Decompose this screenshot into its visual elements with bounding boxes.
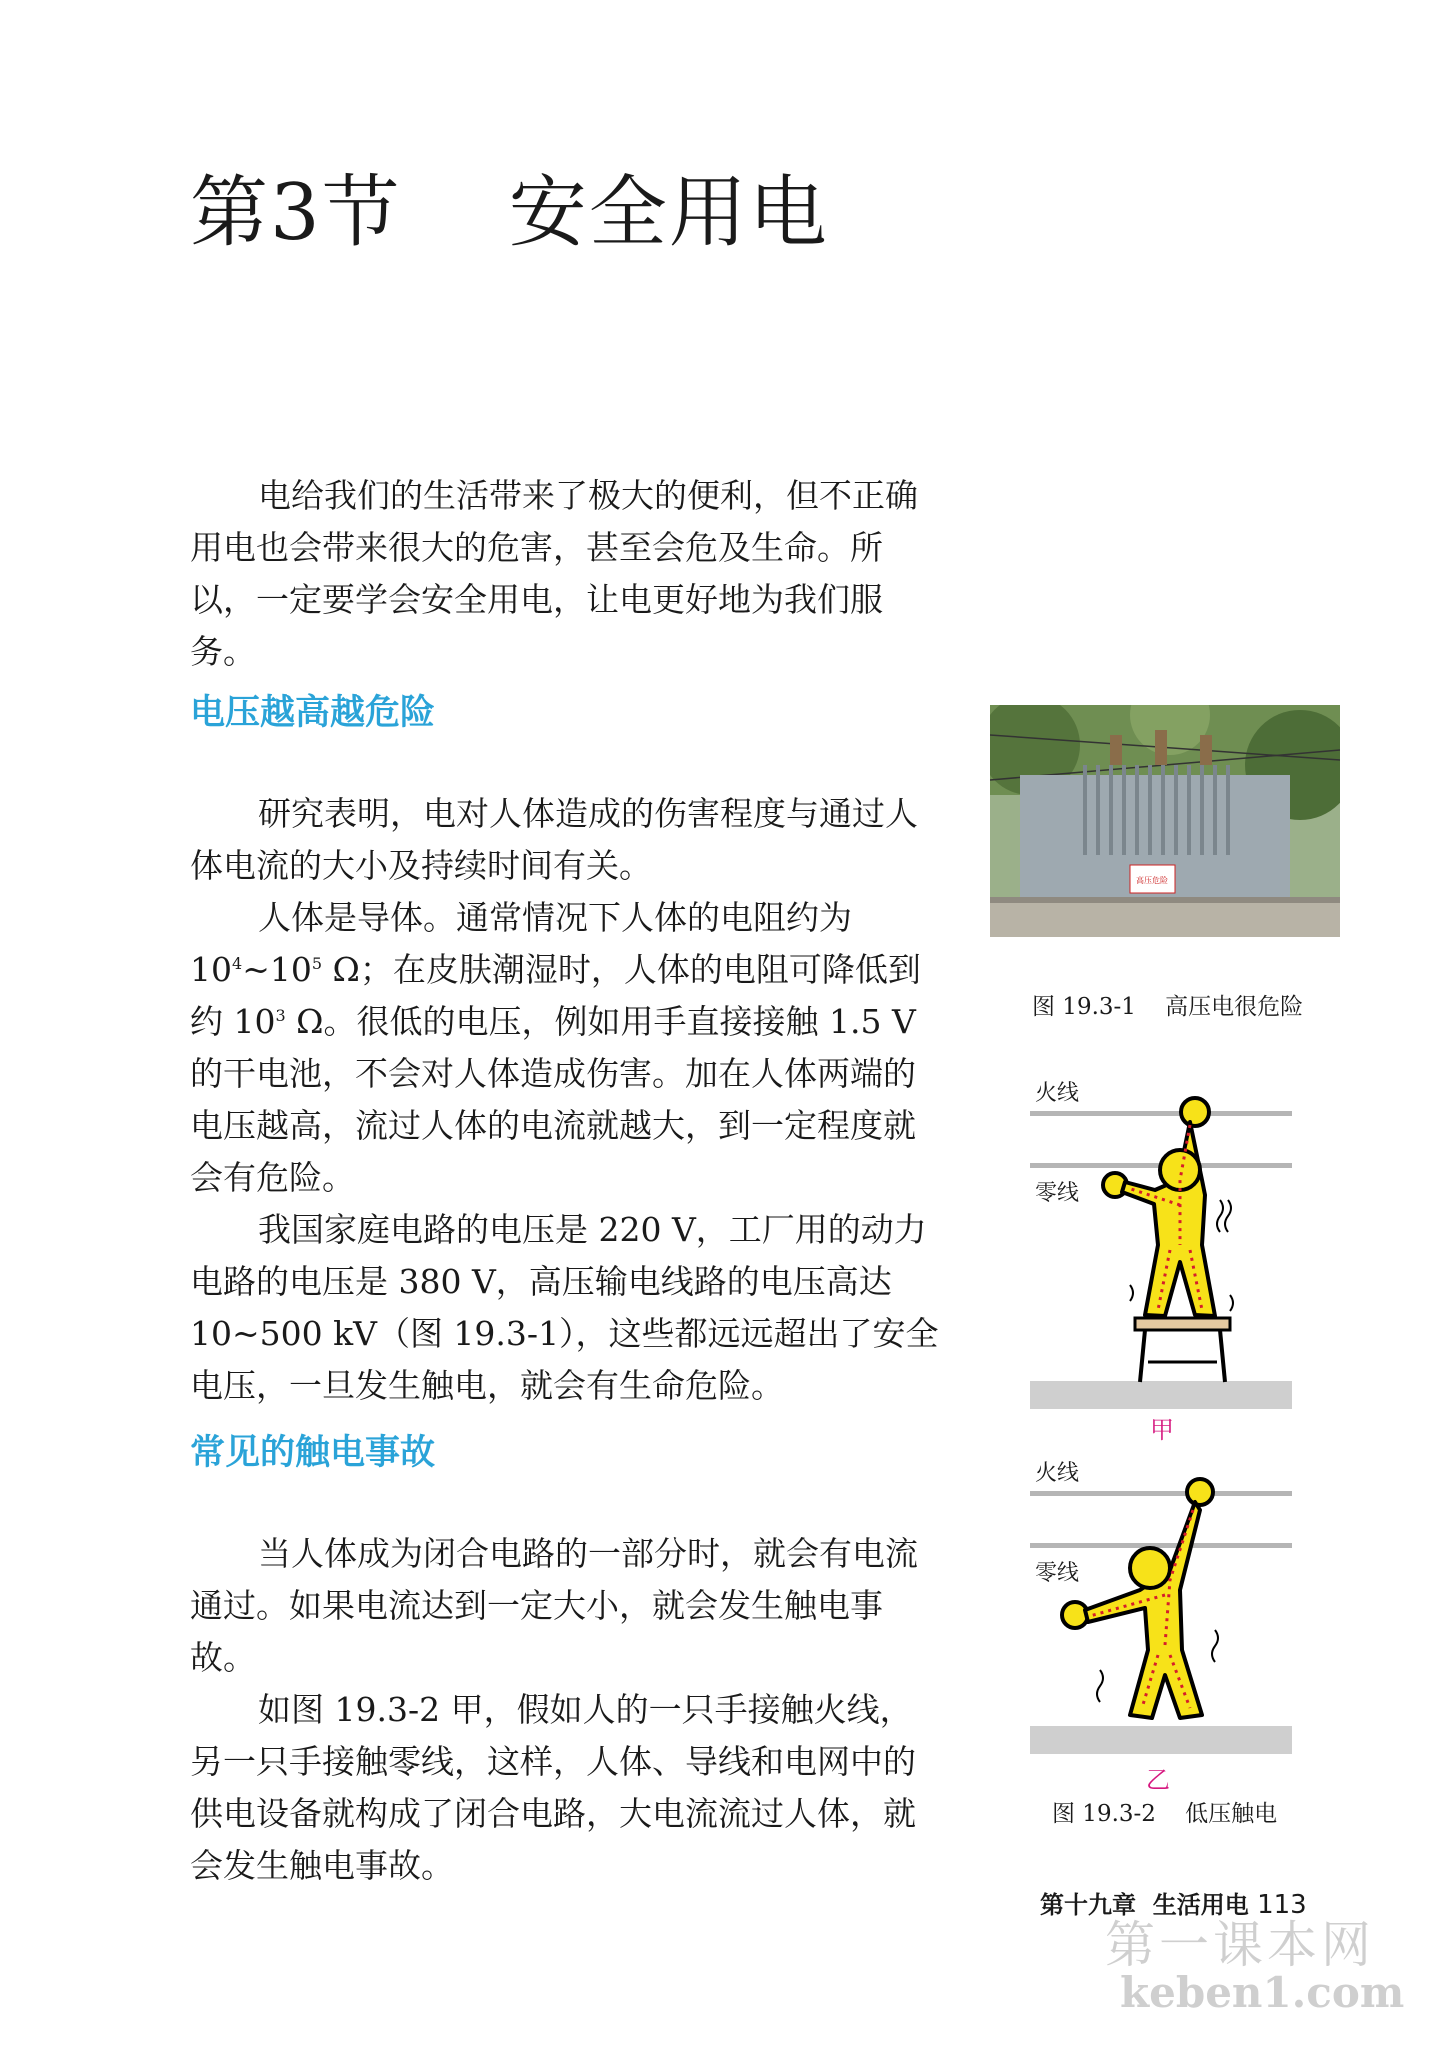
p2-sup-3: 3 — [275, 1006, 286, 1025]
heading-common-accidents: 常见的触电事故 — [190, 1433, 436, 1473]
intro-text: 电给我们的生活带来了极大的便利，但不正确用电也会带来很大的危害，甚至会危及生命。所以，一定要学会安全用电，让电更好地为我们服务。 — [190, 476, 918, 671]
figure1-caption: 图 19.3-1 高压电很危险 — [1032, 994, 1304, 1020]
figure2-a — [1030, 1070, 1292, 1444]
section1-paragraph-1: 研究表明，电对人体造成的伤害程度与通过人体电流的大小及持续时间有关。 — [190, 794, 918, 885]
neutral-wire-label-a: 零线 — [1035, 1181, 1080, 1206]
figure2-b — [1030, 1450, 1292, 1794]
transformer-photo — [990, 705, 1340, 937]
p2-sup-1: 4 — [232, 954, 243, 973]
p2-text-b: ~10 — [242, 950, 312, 989]
section2-body — [190, 1528, 940, 1892]
electric-shock-illustration-a — [1030, 1070, 1292, 1410]
section2-paragraph-2: 如图 19.3-2 甲，假如人的一只手接触火线，另一只手接触零线，这样，人体、导线和电网中的供电设备就构成了闭合电路，大电流流过人体，就会发生触电事故。 — [190, 1690, 916, 1885]
figure2-caption: 图 19.3-2 低压触电 — [1052, 1801, 1278, 1827]
page-number: 113 — [1257, 1890, 1307, 1920]
watermark-url: keben1.com — [1120, 1968, 1405, 2017]
p2-text-a: 人体是导体。通常情况下人体的电阻约为 10 — [190, 898, 852, 989]
p2-text-d: Ω。很低的电压，例如用手直接接触 1.5 V 的干电池，不会对人体造成伤害。加在人体两端的电压越高，流过人体的电流就越大，到一定程度就会有危险。 — [190, 1002, 916, 1197]
section-title: 第3节 安全用电 — [190, 168, 829, 258]
p2-text-c: Ω；在皮肤潮湿时，人体的电阻可降低到约 10 — [190, 950, 921, 1041]
section1-paragraph-3: 我国家庭电路的电压是 220 V，工厂用的动力电路的电压是 380 V，高压输电线路的电压高达 10~500 kV（图 19.3-1），这些都远远超出了安全电压，一旦发生触电，就会有生命危险。 — [190, 1210, 939, 1405]
section1-body — [190, 788, 940, 1412]
live-wire-label-a: 火线 — [1035, 1081, 1080, 1106]
figure2-label-b: 乙 — [1146, 1766, 1170, 1794]
p2-sup-2: 5 — [311, 954, 323, 973]
figure2-label-a: 甲 — [1150, 1416, 1174, 1444]
heading-voltage-danger: 电压越高越危险 — [190, 693, 436, 733]
watermark-title: 第一课本网 — [1105, 1916, 1375, 1974]
electric-shock-illustration-b — [1030, 1450, 1292, 1760]
section2-paragraph-1: 当人体成为闭合电路的一部分时，就会有电流通过。如果电流达到一定大小，就会发生触电事故。 — [190, 1534, 918, 1677]
intro-paragraph — [190, 470, 940, 678]
section1-paragraph-2 — [190, 892, 940, 1204]
footer-chapter: 第十九章 生活用电 — [1040, 1890, 1249, 1919]
neutral-wire-label-b: 零线 — [1035, 1561, 1080, 1586]
live-wire-label-b: 火线 — [1035, 1461, 1080, 1486]
danger-sign: 高压危险 — [1136, 876, 1168, 885]
